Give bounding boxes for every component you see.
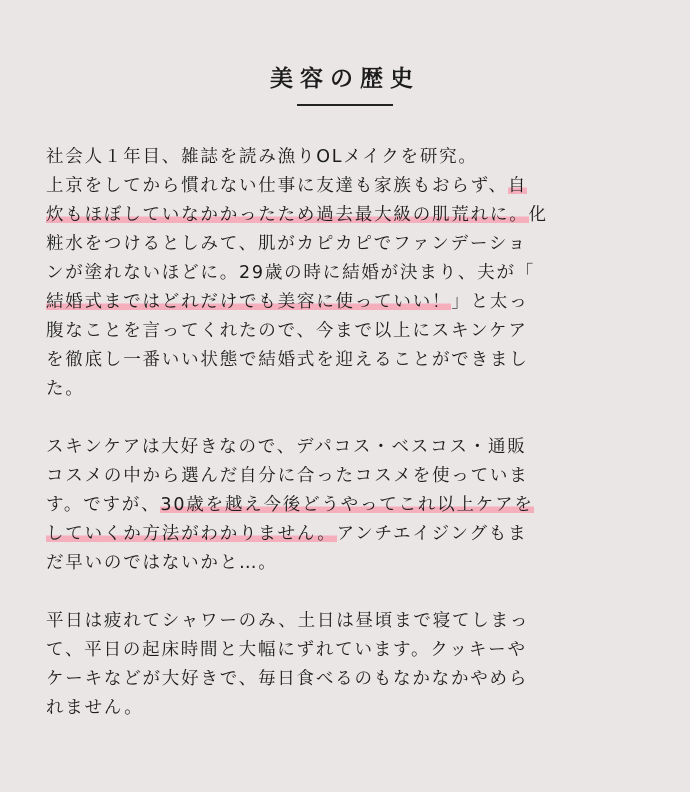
text-line: ンが塗れないほどに。29歳の時に結婚が決まり、夫が「 bbox=[46, 263, 536, 283]
text-line: 腹なことを言ってくれたので、今まで以上にスキンケア bbox=[46, 321, 528, 341]
text-line: 上京をしてから慣れない仕事に友達も家族もおらず、自 bbox=[46, 176, 528, 196]
highlighted-text: 炊もほぼしていなかかったため過去最大級の肌荒れに。 bbox=[46, 205, 529, 225]
text-line: を徹底し一番いい状態で結婚式を迎えることができまし bbox=[46, 350, 529, 370]
text-line: 結婚式まではどれだけでも美容に使っていい！」と太っ bbox=[46, 292, 529, 312]
text-line: 炊もほぼしていなかかったため過去最大級の肌荒れに。化 bbox=[46, 205, 548, 225]
section-title: 美容の歴史 bbox=[270, 66, 420, 92]
paragraph bbox=[46, 433, 644, 578]
text-line: 平日は疲れてシャワーのみ、土日は昼頃まで寝てしまっ bbox=[46, 611, 530, 631]
paragraph bbox=[46, 607, 644, 723]
text-line: れません。 bbox=[46, 698, 144, 718]
article-body bbox=[46, 143, 644, 723]
highlighted-text: 結婚式まではどれだけでも美容に使っていい！ bbox=[46, 292, 452, 312]
highlighted-text: 自 bbox=[507, 176, 528, 196]
text-line: だ早いのではないかと…。 bbox=[46, 553, 278, 573]
paragraph bbox=[46, 143, 644, 404]
text-line: た。 bbox=[46, 379, 85, 399]
text-line: 社会人１年目、雑誌を読み漁りOLメイクを研究。 bbox=[46, 147, 478, 167]
paragraph-gap bbox=[46, 404, 644, 433]
text-line: していくか方法がわかりません。アンチエイジングもま bbox=[46, 524, 528, 544]
text-line: スキンケアは大好きなので、デパコス・ベスコス・通販 bbox=[46, 437, 527, 457]
text-line: て、平日の起床時間と大幅にずれています。クッキーや bbox=[46, 640, 527, 660]
text-line: ケーキなどが大好きで、毎日食べるのもなかなかやめら bbox=[46, 669, 529, 689]
text-line: 粧水をつけるとしみて、肌がカピカピでファンデーショ bbox=[46, 234, 528, 254]
text-line: コスメの中から選んだ自分に合ったコスメを使っていま bbox=[46, 466, 529, 486]
highlighted-text: 30歳を越え今後どうやってこれ以上ケアを bbox=[160, 495, 534, 515]
highlighted-text: していくか方法がわかりません。 bbox=[46, 524, 337, 544]
text-line: す。ですが、30歳を越え今後どうやってこれ以上ケアを bbox=[46, 495, 534, 515]
paragraph-gap bbox=[46, 578, 644, 607]
title-underline bbox=[297, 104, 393, 106]
